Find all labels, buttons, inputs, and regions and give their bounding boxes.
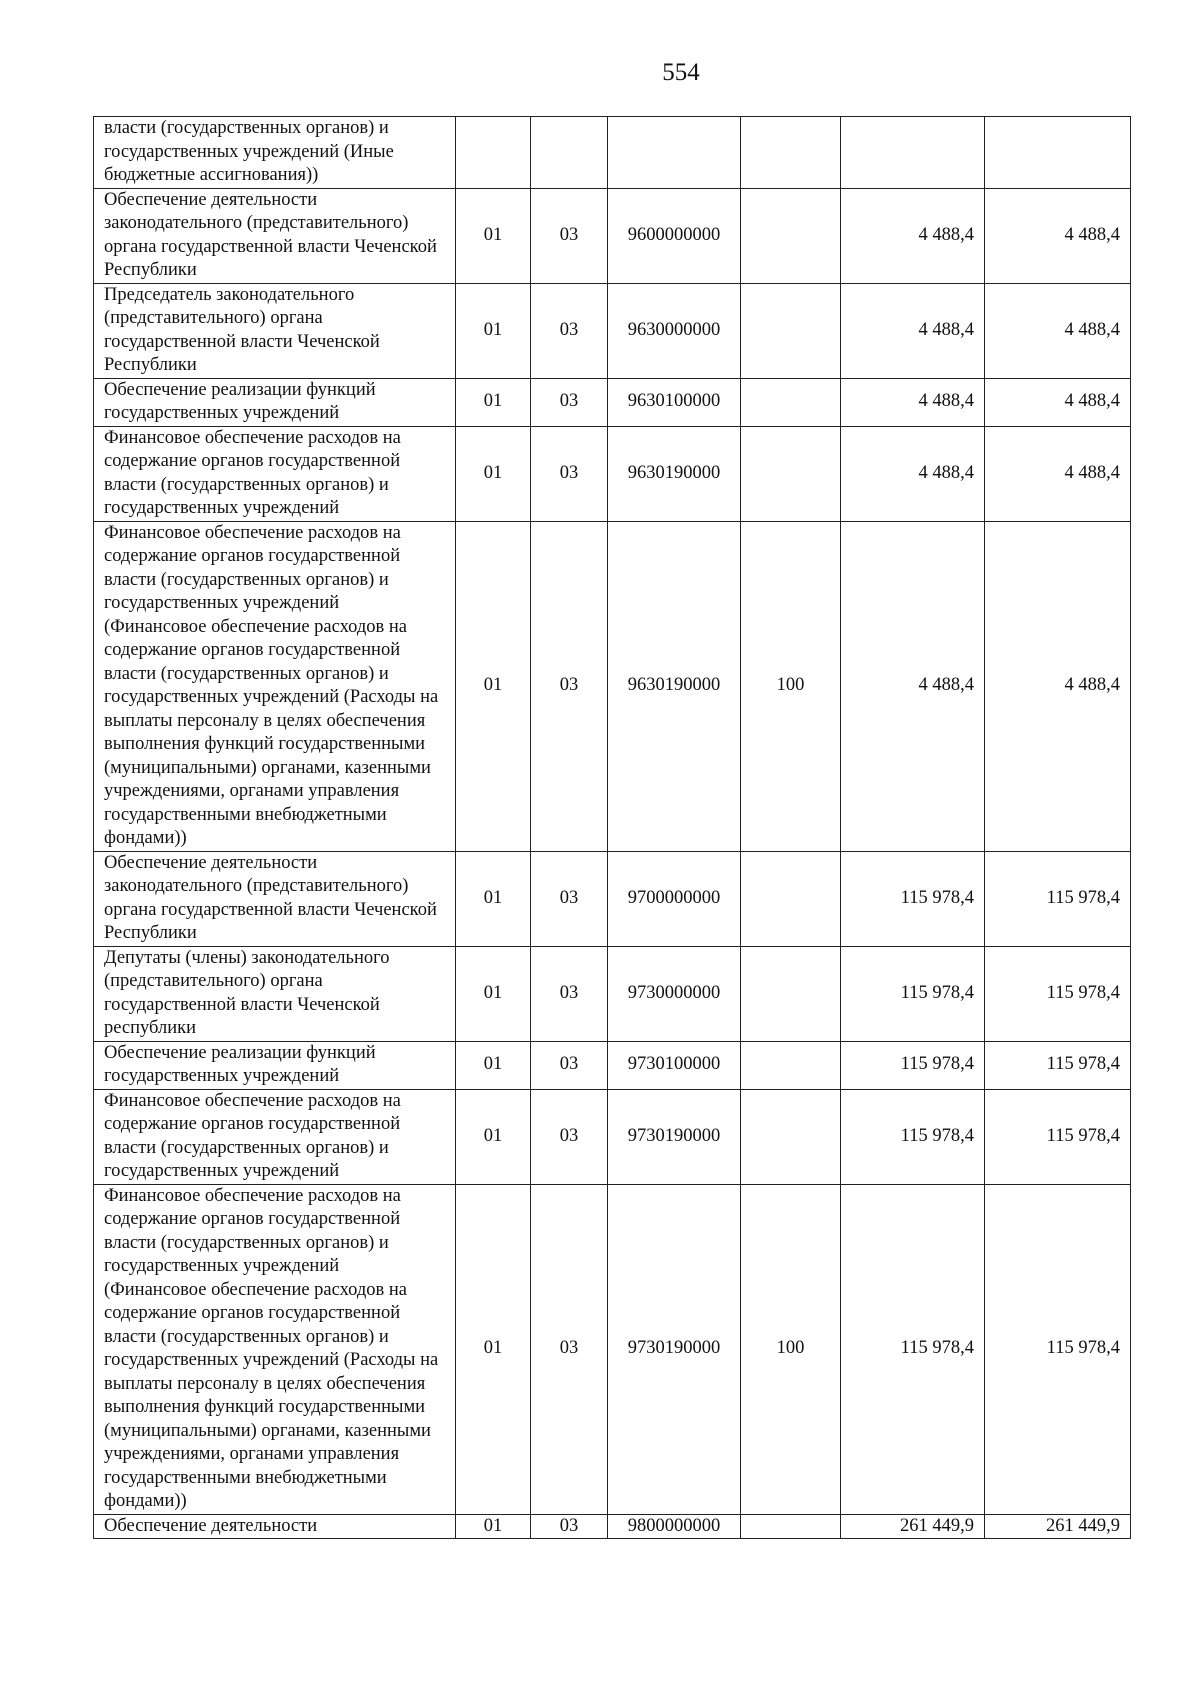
row-name: Финансовое обеспечение расходов на содержание органов государственной власти (государственных органов) и государственных учреждений — [94, 1089, 456, 1184]
row-expense-type: 100 — [741, 521, 841, 851]
row-name: Обеспечение деятельности законодательного (представительного) органа государственной власти Чеченской Республики — [94, 188, 456, 283]
row-target-article: 9730190000 — [608, 1184, 741, 1514]
row-name: Обеспечение реализации функций государственных учреждений — [94, 1041, 456, 1089]
row-amount-1: 4 488,4 — [841, 378, 985, 426]
row-expense-type: 100 — [741, 1184, 841, 1514]
row-target-article — [608, 117, 741, 189]
row-section: 01 — [456, 1184, 531, 1514]
row-amount-2: 4 488,4 — [985, 378, 1131, 426]
row-section: 01 — [456, 1041, 531, 1089]
table-row — [94, 117, 1131, 189]
table-row — [94, 851, 1131, 946]
row-section — [456, 117, 531, 189]
page-number: 554 — [662, 59, 700, 86]
row-subsection — [531, 117, 608, 189]
table-row — [94, 946, 1131, 1041]
row-amount-1: 261 449,9 — [841, 1514, 985, 1539]
row-name: власти (государственных органов) и государственных учреждений (Иные бюджетные ассигнования)) — [94, 117, 456, 189]
table-row — [94, 1514, 1131, 1539]
row-target-article: 9730100000 — [608, 1041, 741, 1089]
row-amount-1: 115 978,4 — [841, 1089, 985, 1184]
row-expense-type — [741, 188, 841, 283]
row-expense-type — [741, 283, 841, 378]
row-section: 01 — [456, 378, 531, 426]
row-name: Депутаты (члены) законодательного (представительного) органа государственной власти Чеченской республики — [94, 946, 456, 1041]
row-name: Обеспечение деятельности законодательного (представительного) органа государственной власти Чеченской Республики — [94, 851, 456, 946]
row-subsection: 03 — [531, 1089, 608, 1184]
row-target-article: 9700000000 — [608, 851, 741, 946]
row-target-article: 9630000000 — [608, 283, 741, 378]
row-expense-type — [741, 117, 841, 189]
row-subsection: 03 — [531, 378, 608, 426]
budget-table — [93, 116, 1131, 1539]
row-expense-type — [741, 426, 841, 521]
row-amount-2: 115 978,4 — [985, 1089, 1131, 1184]
row-subsection: 03 — [531, 188, 608, 283]
row-subsection: 03 — [531, 1041, 608, 1089]
row-amount-2: 115 978,4 — [985, 1184, 1131, 1514]
row-name: Финансовое обеспечение расходов на содержание органов государственной власти (государственных органов) и государственных учреждений (Финансовое обеспечение расходов на содержание органов государственной власти (государственных органов) и государственных учреждений (Расходы на выплаты персоналу в целях обеспечения выполнения функций государственными (муниципальными) органами, казенными учреждениями, органами управления государственными внебюджетными фондами)) — [94, 1184, 456, 1514]
row-section: 01 — [456, 1514, 531, 1539]
row-section: 01 — [456, 426, 531, 521]
row-amount-2: 4 488,4 — [985, 188, 1131, 283]
row-subsection: 03 — [531, 426, 608, 521]
table-row — [94, 1184, 1131, 1514]
row-amount-2: 115 978,4 — [985, 946, 1131, 1041]
row-subsection: 03 — [531, 1184, 608, 1514]
row-target-article: 9630190000 — [608, 426, 741, 521]
row-subsection: 03 — [531, 1514, 608, 1539]
table-row — [94, 1089, 1131, 1184]
row-name: Обеспечение реализации функций государственных учреждений — [94, 378, 456, 426]
row-section: 01 — [456, 946, 531, 1041]
row-amount-1: 4 488,4 — [841, 283, 985, 378]
row-expense-type — [741, 378, 841, 426]
row-name: Обеспечение деятельности — [94, 1514, 456, 1539]
row-amount-2: 261 449,9 — [985, 1514, 1131, 1539]
row-section: 01 — [456, 851, 531, 946]
row-target-article: 9630100000 — [608, 378, 741, 426]
row-target-article: 9630190000 — [608, 521, 741, 851]
row-expense-type — [741, 946, 841, 1041]
row-amount-1: 115 978,4 — [841, 946, 985, 1041]
table-row — [94, 521, 1131, 851]
row-section: 01 — [456, 283, 531, 378]
row-subsection: 03 — [531, 851, 608, 946]
row-target-article: 9730190000 — [608, 1089, 741, 1184]
row-name: Финансовое обеспечение расходов на содержание органов государственной власти (государственных органов) и государственных учреждений — [94, 426, 456, 521]
row-expense-type — [741, 851, 841, 946]
row-subsection: 03 — [531, 946, 608, 1041]
row-amount-1: 115 978,4 — [841, 1041, 985, 1089]
row-amount-1: 4 488,4 — [841, 188, 985, 283]
row-expense-type — [741, 1089, 841, 1184]
row-amount-2: 115 978,4 — [985, 851, 1131, 946]
table-row — [94, 188, 1131, 283]
row-amount-1 — [841, 117, 985, 189]
row-amount-1: 115 978,4 — [841, 851, 985, 946]
row-amount-1: 4 488,4 — [841, 426, 985, 521]
row-subsection: 03 — [531, 521, 608, 851]
row-section: 01 — [456, 521, 531, 851]
row-amount-1: 4 488,4 — [841, 521, 985, 851]
row-amount-1: 115 978,4 — [841, 1184, 985, 1514]
row-target-article: 9800000000 — [608, 1514, 741, 1539]
row-amount-2: 4 488,4 — [985, 283, 1131, 378]
table-row — [94, 378, 1131, 426]
row-amount-2: 115 978,4 — [985, 1041, 1131, 1089]
table-row — [94, 1041, 1131, 1089]
row-target-article: 9730000000 — [608, 946, 741, 1041]
row-section: 01 — [456, 1089, 531, 1184]
row-expense-type — [741, 1514, 841, 1539]
row-amount-2: 4 488,4 — [985, 426, 1131, 521]
row-target-article: 9600000000 — [608, 188, 741, 283]
row-amount-2: 4 488,4 — [985, 521, 1131, 851]
row-amount-2 — [985, 117, 1131, 189]
table-row — [94, 283, 1131, 378]
row-name: Председатель законодательного (представительного) органа государственной власти Чеченской Республики — [94, 283, 456, 378]
table-row — [94, 426, 1131, 521]
row-subsection: 03 — [531, 283, 608, 378]
row-name: Финансовое обеспечение расходов на содержание органов государственной власти (государственных органов) и государственных учреждений (Финансовое обеспечение расходов на содержание органов государственной власти (государственных органов) и государственных учреждений (Расходы на выплаты персоналу в целях обеспечения выполнения функций государственными (муниципальными) органами, казенными учреждениями, органами управления государственными внебюджетными фондами)) — [94, 521, 456, 851]
row-section: 01 — [456, 188, 531, 283]
row-expense-type — [741, 1041, 841, 1089]
